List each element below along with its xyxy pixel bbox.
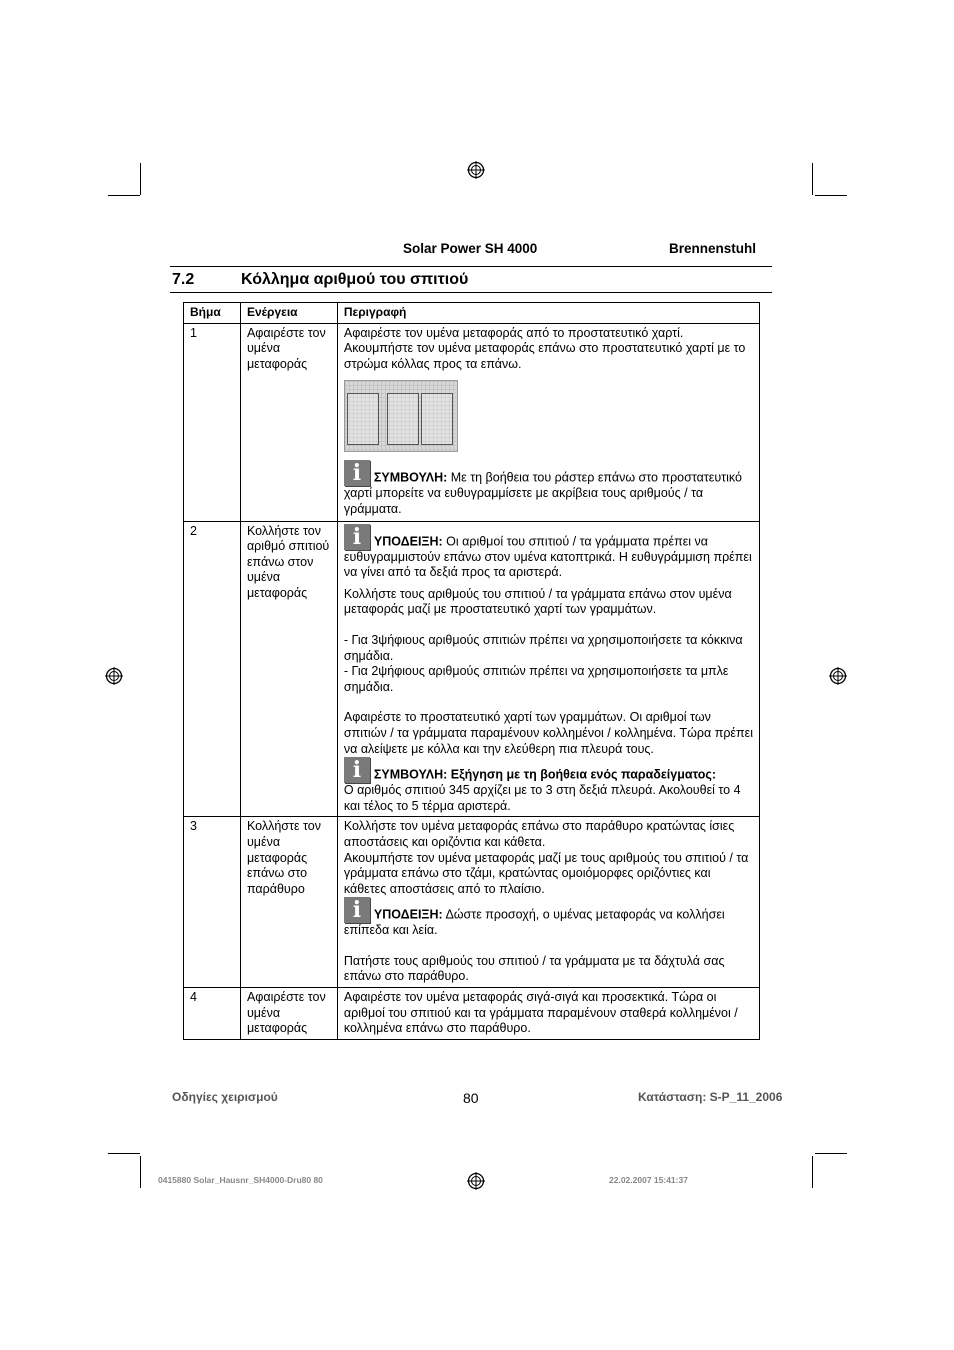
transfer-film-illustration [344, 380, 458, 452]
crop-mark [140, 1156, 141, 1188]
tip-note [344, 757, 754, 814]
registration-mark-icon [467, 161, 485, 179]
crop-mark [812, 1156, 813, 1188]
step-action: Κολλήστε τον αριθμό σπιτιού επάνω στον υμένα μεταφοράς [240, 521, 337, 817]
description-paragraph: Κολλήστε τους αριθμούς του σπιτιού / τα γράμματα επάνω στον υμένα μεταφοράς μαζί με προστατευτικό χαρτί των γραμμάτων. [343, 586, 732, 617]
step-number: 3 [184, 817, 241, 988]
step-action: Αφαιρέστε τον υμένα μεταφοράς [240, 988, 337, 1040]
header-brand: Brennenstuhl [669, 241, 757, 256]
column-header-description: Περιγραφή [337, 303, 759, 324]
illustration-strip [347, 393, 379, 445]
crop-mark [815, 195, 847, 196]
column-header-step: Βήμα [184, 303, 241, 324]
hint-note [344, 524, 754, 581]
list-item: - Για 2ψήφιους αριθμούς σπιτιών πρέπει να χρησιμοποιήσετε τα μπλε σημάδια. [343, 664, 729, 694]
crop-mark [108, 195, 140, 196]
illustration-strip [387, 393, 419, 445]
info-icon: i [344, 897, 370, 923]
description-paragraph: Κολλήστε τον υμένα μεταφοράς επάνω στο παράθυρο κρατώντας ίσιες αποστάσεις και οριζόντια και κάθετα. [343, 819, 735, 849]
page-number: 80 [463, 1090, 479, 1106]
registration-mark-icon [467, 1172, 485, 1190]
print-slug-date: 22.02.2007 15:41:37 [609, 1175, 688, 1185]
registration-mark-icon [829, 667, 847, 685]
header-divider [170, 266, 772, 267]
step-number: 2 [184, 521, 241, 817]
table-header-row [184, 303, 760, 324]
step-action: Αφαιρέστε τον υμένα μεταφοράς [240, 323, 337, 521]
crop-mark [815, 1153, 847, 1154]
illustration-strip [421, 393, 453, 445]
step-number: 4 [184, 988, 241, 1040]
step-description [337, 817, 759, 988]
footer-status: Κατάσταση: S-P_11_2006 [638, 1090, 783, 1104]
registration-mark-icon [105, 667, 123, 685]
steps-table [183, 302, 760, 1040]
header-product: Solar Power SH 4000 [403, 241, 538, 256]
step-description [337, 988, 759, 1040]
description-paragraph: Αφαιρέστε τον υμένα μεταφοράς από το προστατευτικό χαρτί. Ακουμπήστε τον υμένα μεταφοράς επάνω στο προστατευτικό χαρτί με το στρώμα κόλλας προς τα επάνω. [343, 325, 746, 371]
hint-label: ΥΠΟΔΕΙΞΗ: [373, 534, 443, 548]
tip-label: ΣΥΜΒΟΥΛΗ: [373, 470, 448, 485]
hint-text: Δώστε προσοχή, ο υμένας μεταφοράς να κολλήσει επίπεδα και λεία. [343, 907, 725, 938]
crop-mark [812, 163, 813, 195]
table-row [184, 521, 760, 817]
tip-text: Ο αριθμός σπιτιού 345 αρχίζει με το 3 στη δεξιά πλευρά. Ακολουθεί το 4 και τέλος το 5 τέρμα αριστερά. [343, 783, 741, 813]
table-row [184, 988, 760, 1040]
step-description [337, 521, 759, 817]
info-icon: i [344, 460, 370, 486]
crop-mark [108, 1153, 140, 1154]
tip-text: Με τη βοήθεια του ράστερ επάνω στο προστατευτικό χαρτί μπορείτε να ευθυγραμμίσετε με ακρίβεια τους αριθμούς / τα γράμματα. [343, 470, 742, 516]
column-header-action: Ενέργεια [240, 303, 337, 324]
table-row [184, 323, 760, 521]
hint-label: ΥΠΟΔΕΙΞΗ: [373, 907, 443, 922]
step-number: 1 [184, 323, 241, 521]
section-divider [170, 292, 772, 293]
print-slug-file: 0415880 Solar_Hausnr_SH4000-Dru80 80 [158, 1175, 323, 1185]
description-paragraph: Αφαιρέστε τον υμένα μεταφοράς σιγά-σιγά και προσεκτικά. Τώρα οι αριθμοί του σπιτιού και τα γράμματα παραμένουν σταθερά κολλημένοι / κολλημένα επάνω στο παράθυρο. [343, 990, 738, 1036]
section-number: 7.2 [172, 271, 195, 288]
tip-label: ΣΥΜΒΟΥΛΗ: Εξήγηση με τη βοήθεια ενός παραδείγματος: [373, 767, 717, 782]
list-item: - Για 3ψήφιους αριθμούς σπιτιών πρέπει να χρησιμοποιήσετε τα κόκκινα σημάδια. [343, 632, 743, 663]
description-paragraph: Πατήστε τους αριθμούς του σπιτιού / τα γράμματα με τα δάχτυλά σας επάνω στο παράθυρο. [343, 953, 725, 984]
description-paragraph: Ακουμπήστε τον υμένα μεταφοράς μαζί με τους αριθμούς του σπιτιού / τα γράμματα επάνω στο τζάμι, κρατώντας ομοιόμορφες οριζόντιες και κάθετες αποστάσεις από το πλαίσιο. [343, 850, 749, 896]
crop-mark [140, 163, 141, 195]
footer-manual-label: Οδηγίες χειρισμού [172, 1090, 278, 1104]
hint-note [344, 897, 754, 939]
step-action: Κολλήστε τον υμένα μεταφοράς επάνω στο παράθυρο [240, 817, 337, 988]
info-icon: i [344, 757, 370, 783]
step-description [337, 323, 759, 521]
table-row [184, 817, 760, 988]
tip-note [344, 460, 754, 517]
info-icon: i [344, 524, 370, 550]
section-title: Κόλλημα αριθμού του σπιτιού [241, 271, 469, 288]
description-paragraph: Αφαιρέστε το προστατευτικό χαρτί των γραμμάτων. Οι αριθμοί των σπιτιών / τα γράμματα παραμένουν κολλημένοι / κολλημένα. Τώρα πρέπει να αλείψετε με κόλλα και την ελεύθερη πια πλευρά τους. [343, 710, 753, 756]
hint-text: Οι αριθμοί του σπιτιού / τα γράμματα πρέπει να ευθυγραμμιστούν επάνω στον υμένα κατοπτρικά. Η ευθυγράμμιση πρέπει να γίνει από τα δεξιά προς τα αριστερά. [343, 534, 752, 580]
